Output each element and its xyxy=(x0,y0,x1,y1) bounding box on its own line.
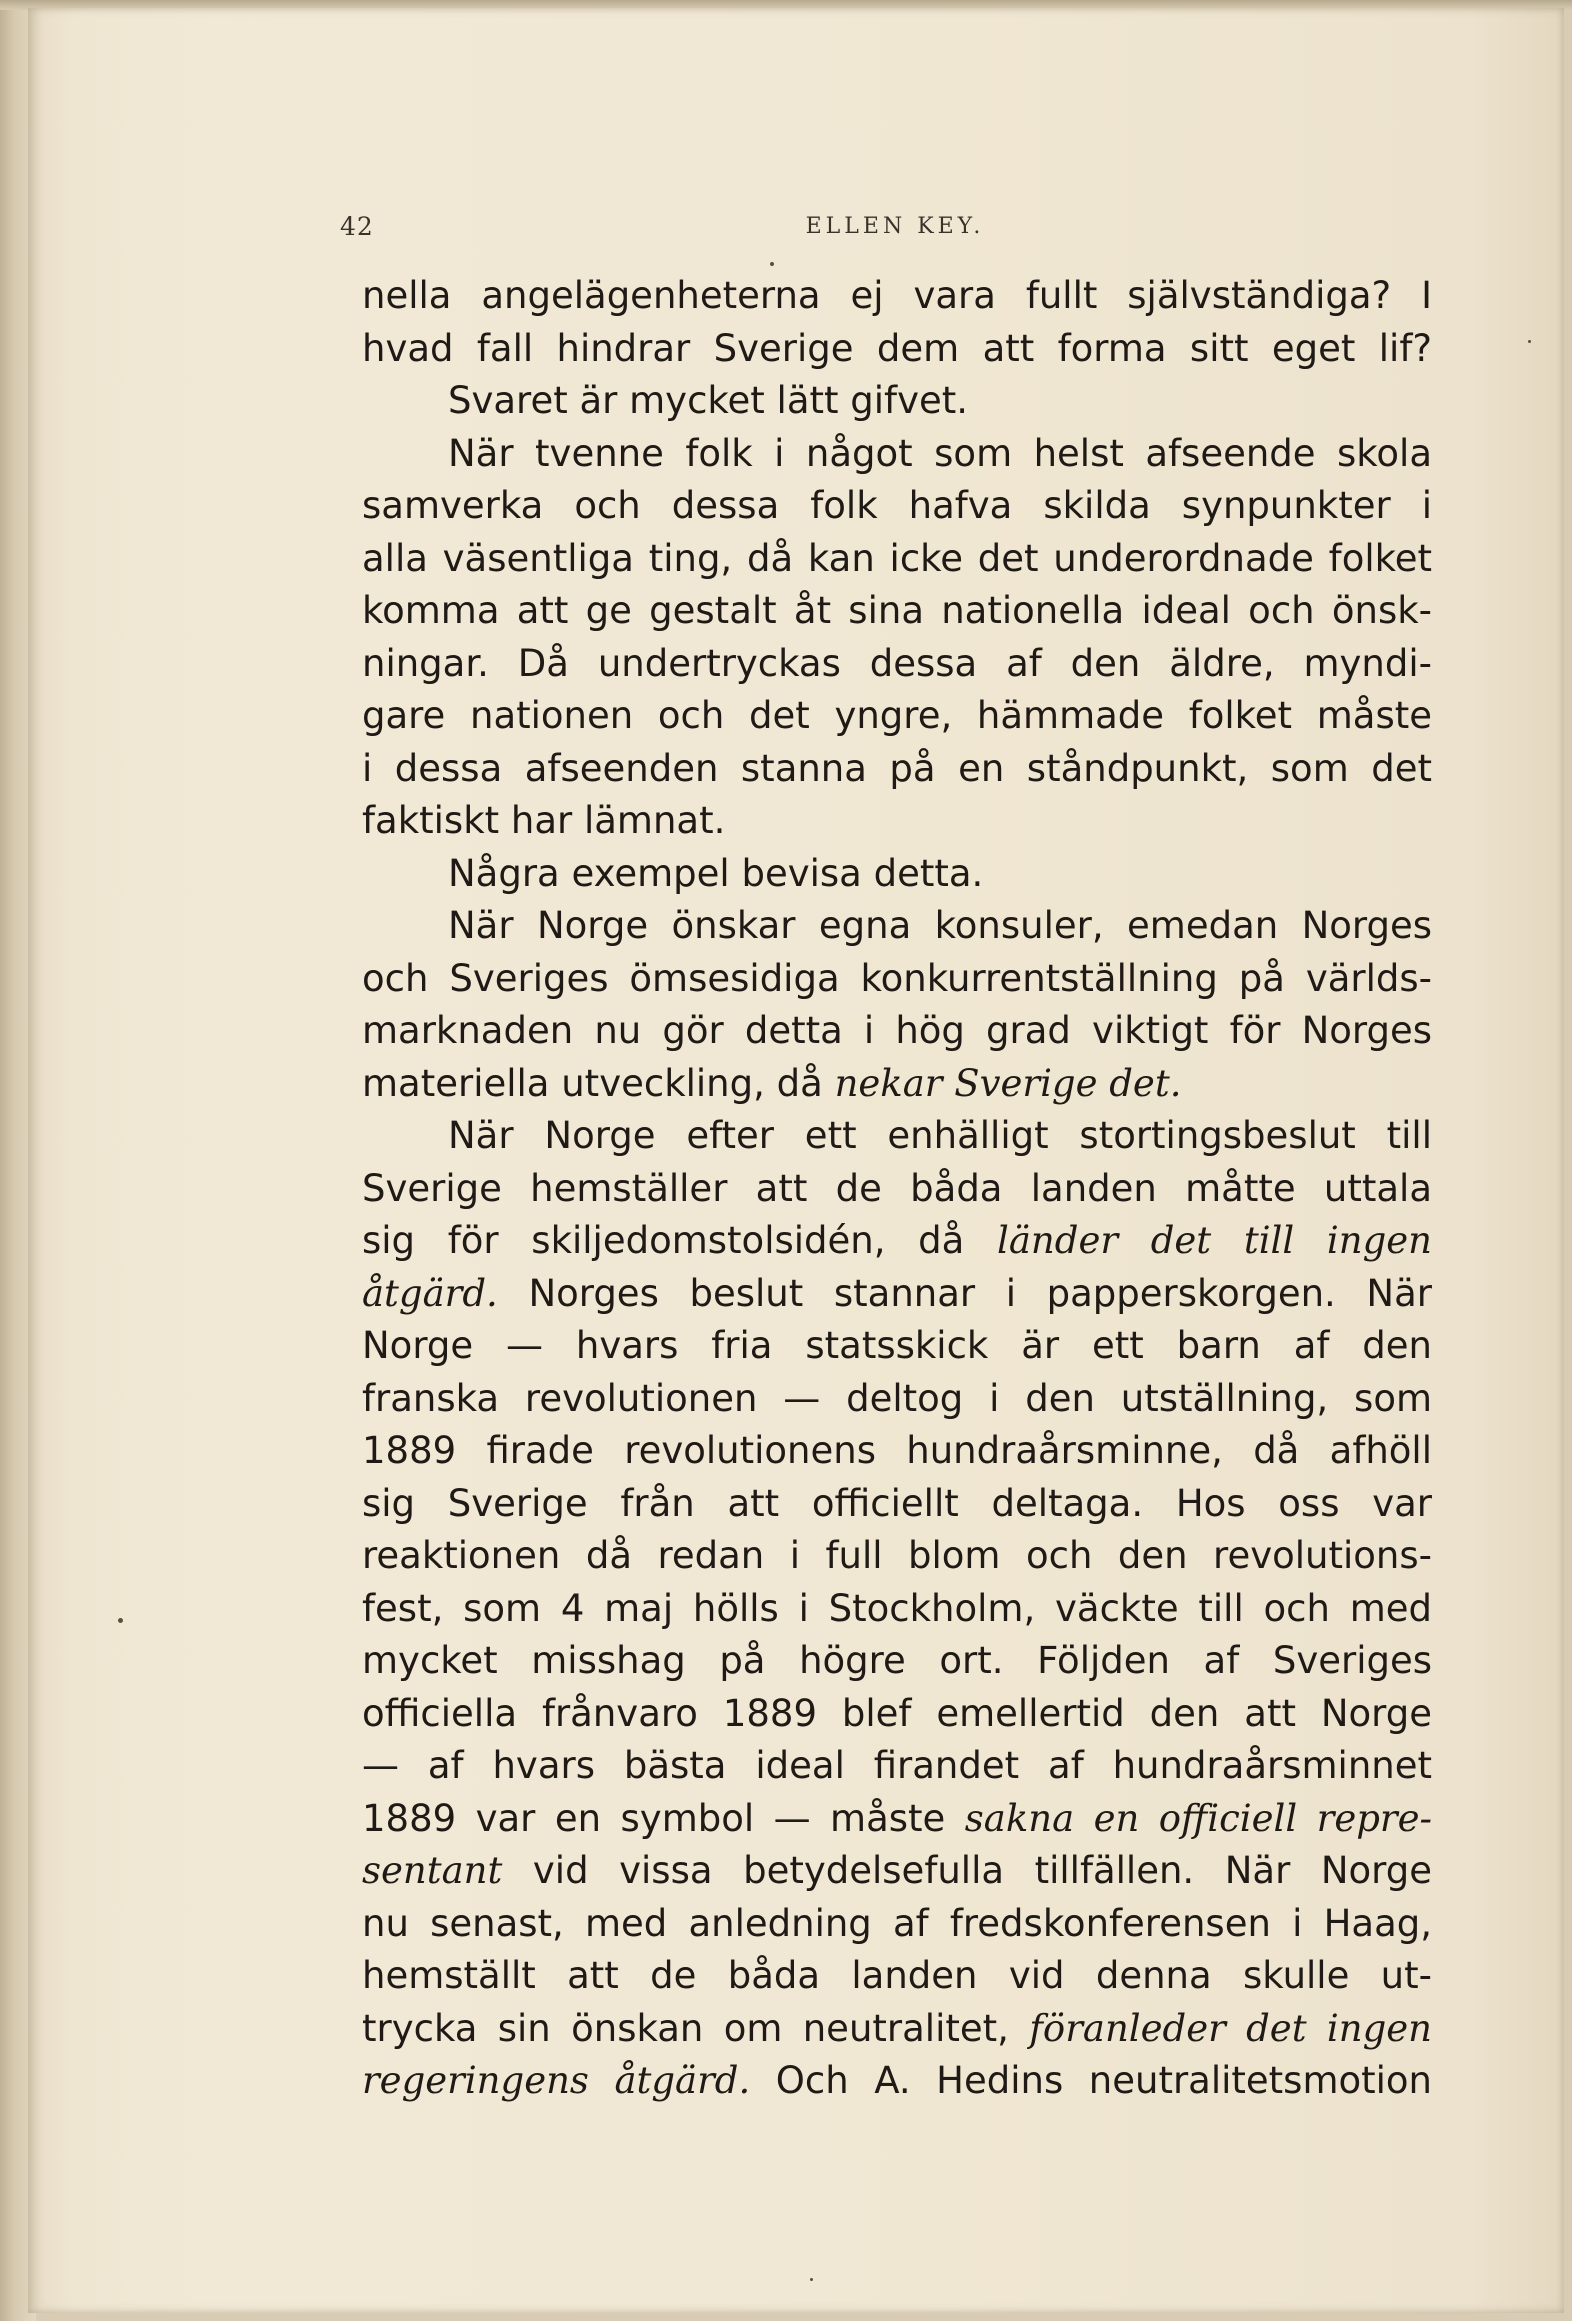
text-line: nella angelägenheterna ej vara fullt självständiga? I xyxy=(362,274,1432,317)
italic-text: föranleder det ingen xyxy=(1029,2006,1432,2050)
text-line: Några exempel bevisa detta. xyxy=(448,851,984,895)
text-line: Sverige hemställer att de båda landen måtte uttala xyxy=(362,1166,1432,1210)
ink-speck xyxy=(770,262,774,266)
text-line: gare nationen och det yngre, hämmade folket måste xyxy=(362,694,1432,737)
text-line: fest, som 4 maj hölls i Stockholm, väckte till och med xyxy=(362,1586,1432,1630)
text-line: samverka och dessa folk hafva skilda synpunkter i xyxy=(362,484,1432,527)
text-line: — af hvars bästa ideal firandet af hundraårsminnet xyxy=(362,1744,1432,1787)
text-line: sig Sverige från att officiellt deltaga. Hos oss var xyxy=(362,1481,1432,1525)
running-head: ELLEN KEY. xyxy=(805,214,985,239)
text-line: hvad fall hindrar Sverige dem att forma sitt eget lif? xyxy=(362,326,1432,370)
text-line: franska revolutionen — deltog i den utställning, som xyxy=(362,1376,1432,1420)
ink-speck xyxy=(810,2278,813,2281)
text-line: När tvenne folk i något som helst afseende skola xyxy=(448,431,1432,475)
text-line: trycka sin önskan om neutralitet, föranleder det ingen xyxy=(362,2006,1432,2050)
italic-text: länder det till ingen xyxy=(997,1219,1432,1262)
italic-text: regeringens åtgärd. xyxy=(362,2059,751,2102)
text-line: ningar. Då undertryckas dessa af den äldre, myndi- xyxy=(362,641,1432,685)
page-number: 42 xyxy=(340,212,374,241)
page-header xyxy=(340,212,1450,252)
text-line: nu senast, med anledning af fredskonferensen i Haag, xyxy=(362,1901,1432,1945)
ink-speck xyxy=(1528,340,1531,343)
text-line: 1889 firade revolutionens hundraårsminne, då afhöll xyxy=(362,1429,1432,1472)
text-line: När Norge önskar egna konsuler, emedan Norges xyxy=(448,904,1432,947)
ink-speck xyxy=(118,1618,123,1623)
text-line: åtgärd. Norges beslut stannar i papperskorgen. När xyxy=(362,1271,1432,1315)
body-text xyxy=(362,270,1432,2108)
italic-text: sakna en officiell repre- xyxy=(964,1796,1433,1840)
text-line: komma att ge gestalt åt sina nationella ideal och önsk- xyxy=(362,589,1432,632)
italic-text: sentant xyxy=(362,1849,503,1892)
text-line: officiella frånvaro 1889 blef emellertid den att Norge xyxy=(362,1691,1432,1735)
text-line: regeringens åtgärd. Och A. Hedins neutralitetsmotion xyxy=(362,2059,1432,2102)
text-line: marknaden nu gör detta i hög grad viktigt för Norges xyxy=(362,1009,1432,1052)
text-line: sentant vid vissa betydelsefulla tillfällen. När Norge xyxy=(362,1849,1432,1892)
text-line: 1889 var en symbol — måste sakna en officiell repre- xyxy=(362,1796,1433,1840)
text-line: faktiskt har lämnat. xyxy=(362,799,726,842)
text-line: Norge — hvars fria statsskick är ett barn af den xyxy=(362,1324,1432,1367)
text-line: materiella utveckling, då nekar Sverige det. xyxy=(362,1061,1182,1105)
text-line: Svaret är mycket lätt gifvet. xyxy=(448,379,969,422)
text-line: och Sveriges ömsesidiga konkurrentställning på världs- xyxy=(362,956,1432,1000)
text-line: i dessa afseenden stanna på en ståndpunkt, som det xyxy=(362,746,1432,790)
text-line: alla väsentliga ting, då kan icke det underordnade folket xyxy=(362,536,1432,580)
text-line: När Norge efter ett enhälligt stortingsbeslut till xyxy=(448,1114,1432,1157)
text-line: mycket misshag på högre ort. Följden af Sveriges xyxy=(362,1639,1432,1682)
text-line: sig för skiljedomstolsidén, då länder det till ingen xyxy=(362,1219,1432,1262)
italic-text: åtgärd. xyxy=(362,1271,498,1315)
italic-text: nekar Sverige det. xyxy=(834,1061,1182,1105)
text-line: reaktionen då redan i full blom och den revolutions- xyxy=(362,1534,1432,1577)
text-line: hemställt att de båda landen vid denna skulle ut- xyxy=(362,1954,1432,1997)
